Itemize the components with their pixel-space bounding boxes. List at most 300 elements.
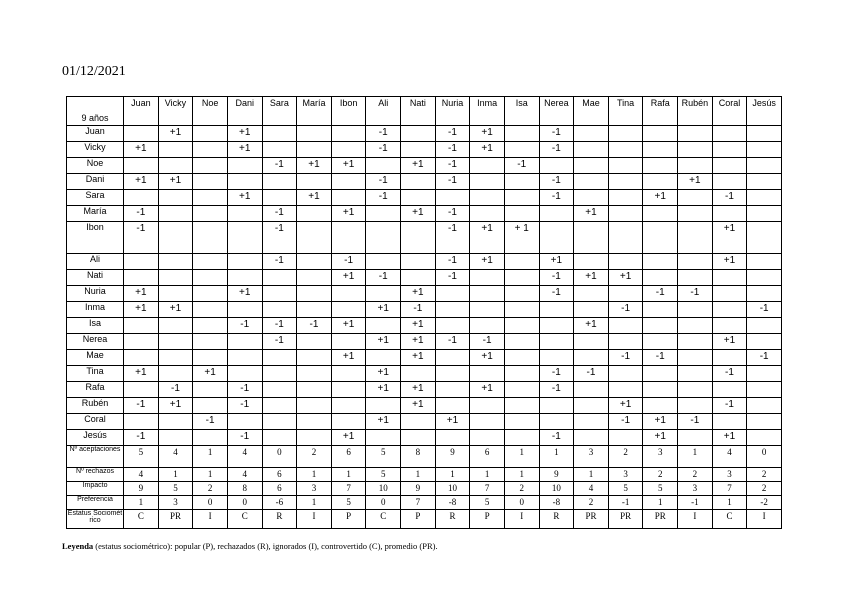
table-cell: -1 (435, 334, 470, 350)
summary-value: 2 (193, 482, 228, 496)
table-cell (574, 334, 609, 350)
table-cell (747, 142, 782, 158)
table-cell (678, 270, 713, 286)
table-cell: +1 (712, 334, 747, 350)
column-header: Isa (504, 97, 539, 126)
summary-value: C (366, 510, 401, 529)
table-cell (158, 350, 193, 366)
table-cell (470, 190, 505, 206)
table-cell (504, 430, 539, 446)
table-cell (401, 142, 436, 158)
table-cell (608, 430, 643, 446)
summary-value: 7 (712, 482, 747, 496)
table-cell (747, 430, 782, 446)
table-cell (366, 206, 401, 222)
table-cell (470, 366, 505, 382)
table-cell (678, 206, 713, 222)
table-cell: -1 (124, 430, 159, 446)
table-cell: -1 (262, 222, 297, 254)
table-cell (574, 350, 609, 366)
table-cell (574, 158, 609, 174)
table-cell (747, 222, 782, 254)
table-cell (193, 126, 228, 142)
table-cell (366, 222, 401, 254)
table-cell (712, 382, 747, 398)
table-cell: +1 (712, 254, 747, 270)
summary-value: I (678, 510, 713, 529)
table-cell: +1 (124, 302, 159, 318)
legend (62, 541, 438, 551)
table-cell (504, 350, 539, 366)
table-cell (262, 270, 297, 286)
summary-value: 3 (643, 446, 678, 468)
summary-value: -8 (435, 496, 470, 510)
table-cell (262, 398, 297, 414)
row-label: Ibon (67, 222, 124, 254)
table-cell (297, 350, 332, 366)
table-cell (435, 350, 470, 366)
summary-value: I (747, 510, 782, 529)
summary-value: 3 (712, 468, 747, 482)
column-header: Inma (470, 97, 505, 126)
table-cell (608, 318, 643, 334)
summary-value: 9 (539, 468, 574, 482)
table-cell (401, 414, 436, 430)
summary-value: 2 (643, 468, 678, 482)
summary-value: 1 (643, 496, 678, 510)
table-cell (262, 414, 297, 430)
table-cell (712, 318, 747, 334)
row-label: Rubén (67, 398, 124, 414)
summary-value: 9 (124, 482, 159, 496)
table-cell: +1 (401, 398, 436, 414)
table-cell: +1 (331, 430, 366, 446)
summary-value: 4 (227, 446, 262, 468)
table-cell (608, 334, 643, 350)
summary-value: 1 (297, 468, 332, 482)
table-cell (331, 366, 366, 382)
table-cell (678, 158, 713, 174)
table-cell: -1 (678, 414, 713, 430)
summary-value: 0 (504, 496, 539, 510)
column-header: Nerea (539, 97, 574, 126)
table-cell (678, 190, 713, 206)
table-cell: -1 (435, 158, 470, 174)
summary-value: 6 (470, 446, 505, 468)
table-cell (539, 350, 574, 366)
table-cell (193, 206, 228, 222)
table-cell (331, 302, 366, 318)
table-cell: -1 (435, 126, 470, 142)
table-cell: -1 (227, 430, 262, 446)
table-cell (574, 126, 609, 142)
table-cell: -1 (227, 382, 262, 398)
table-cell: +1 (574, 318, 609, 334)
summary-value: -6 (262, 496, 297, 510)
summary-value: 2 (747, 482, 782, 496)
summary-value: 1 (297, 496, 332, 510)
table-cell: +1 (435, 414, 470, 430)
table-cell: +1 (401, 318, 436, 334)
table-cell (401, 222, 436, 254)
table-cell (504, 334, 539, 350)
table-cell (712, 302, 747, 318)
table-row (67, 414, 782, 430)
table-cell (643, 318, 678, 334)
table-cell: -1 (158, 382, 193, 398)
summary-value: P (470, 510, 505, 529)
table-cell: -1 (470, 334, 505, 350)
table-row (67, 206, 782, 222)
table-cell: +1 (227, 190, 262, 206)
column-header: Juan (124, 97, 159, 126)
table-cell (712, 286, 747, 302)
column-header: Jesús (747, 97, 782, 126)
summary-value: 7 (331, 482, 366, 496)
table-cell (262, 286, 297, 302)
table-row (67, 254, 782, 270)
summary-value: PR (158, 510, 193, 529)
table-cell: -1 (297, 318, 332, 334)
table-cell: +1 (401, 334, 436, 350)
table-cell (124, 318, 159, 334)
table-cell (331, 382, 366, 398)
table-cell: +1 (124, 366, 159, 382)
table-cell (227, 366, 262, 382)
table-cell (158, 286, 193, 302)
summary-value: R (262, 510, 297, 529)
table-cell (193, 222, 228, 254)
summary-value: 0 (747, 446, 782, 468)
table-cell (124, 158, 159, 174)
table-cell: -1 (539, 366, 574, 382)
table-cell (124, 382, 159, 398)
table-cell: +1 (158, 126, 193, 142)
table-cell (193, 350, 228, 366)
table-cell (227, 174, 262, 190)
table-cell: +1 (124, 142, 159, 158)
table-cell: +1 (366, 302, 401, 318)
table-cell (331, 398, 366, 414)
table-cell: -1 (712, 366, 747, 382)
table-cell: -1 (747, 302, 782, 318)
summary-value: 7 (470, 482, 505, 496)
table-row (67, 382, 782, 398)
summary-value: 1 (124, 496, 159, 510)
table-cell: -1 (574, 366, 609, 382)
table-cell (435, 318, 470, 334)
table-cell: -1 (435, 222, 470, 254)
table-cell (297, 126, 332, 142)
table-cell (574, 302, 609, 318)
summary-value: 3 (297, 482, 332, 496)
table-cell (574, 414, 609, 430)
table-cell (504, 190, 539, 206)
summary-value: 1 (539, 446, 574, 468)
table-cell (262, 142, 297, 158)
table-cell (331, 222, 366, 254)
table-cell: -1 (539, 174, 574, 190)
table-cell: +1 (331, 350, 366, 366)
summary-value: 1 (158, 468, 193, 482)
table-cell (227, 350, 262, 366)
table-cell (643, 398, 678, 414)
table-cell (504, 174, 539, 190)
table-cell: -1 (366, 126, 401, 142)
table-cell (193, 398, 228, 414)
table-cell (678, 302, 713, 318)
table-cell (158, 142, 193, 158)
column-header: Mae (574, 97, 609, 126)
table-cell (643, 270, 678, 286)
table-cell (747, 382, 782, 398)
table-cell (712, 126, 747, 142)
summary-value: 1 (193, 468, 228, 482)
row-label: Vicky (67, 142, 124, 158)
summary-value: 10 (539, 482, 574, 496)
column-header: Rubén (678, 97, 713, 126)
summary-label: Nº rechazos (67, 468, 124, 482)
summary-value: 2 (747, 468, 782, 482)
table-cell (331, 414, 366, 430)
row-label: Juan (67, 126, 124, 142)
table-cell (331, 190, 366, 206)
table-cell (504, 206, 539, 222)
table-cell (297, 142, 332, 158)
table-cell (401, 270, 436, 286)
row-label: Isa (67, 318, 124, 334)
table-cell (227, 254, 262, 270)
legend-title: Leyenda (62, 541, 94, 551)
table-cell (539, 206, 574, 222)
table-cell (297, 382, 332, 398)
table-cell (747, 334, 782, 350)
column-header: Ibon (331, 97, 366, 126)
column-header: María (297, 97, 332, 126)
table-cell (227, 302, 262, 318)
summary-value: C (227, 510, 262, 529)
summary-value: I (193, 510, 228, 529)
table-cell: +1 (470, 222, 505, 254)
table-cell: -1 (401, 302, 436, 318)
summary-value: 0 (366, 496, 401, 510)
summary-value: 3 (678, 482, 713, 496)
table-cell: -1 (712, 398, 747, 414)
summary-value: -1 (678, 496, 713, 510)
table-cell (158, 158, 193, 174)
table-cell (643, 254, 678, 270)
table-cell (124, 126, 159, 142)
table-cell (435, 190, 470, 206)
table-cell (158, 270, 193, 286)
table-cell: +1 (297, 158, 332, 174)
summary-row (67, 468, 782, 482)
table-cell (366, 430, 401, 446)
table-cell (401, 254, 436, 270)
table-cell (435, 430, 470, 446)
summary-value: 6 (331, 446, 366, 468)
sociometric-table (66, 96, 782, 529)
table-cell (747, 414, 782, 430)
table-cell (712, 142, 747, 158)
table-cell: -1 (262, 318, 297, 334)
table-cell (297, 270, 332, 286)
table-cell (331, 286, 366, 302)
table-cell (643, 158, 678, 174)
table-cell (643, 206, 678, 222)
table-cell (366, 350, 401, 366)
table-cell (678, 126, 713, 142)
table-cell (678, 142, 713, 158)
table-cell (193, 430, 228, 446)
table-cell (331, 174, 366, 190)
summary-row (67, 510, 782, 529)
table-cell (297, 302, 332, 318)
summary-value: 1 (470, 468, 505, 482)
table-cell: +1 (574, 270, 609, 286)
table-cell (227, 206, 262, 222)
row-label: Inma (67, 302, 124, 318)
summary-value: 4 (574, 482, 609, 496)
table-cell (470, 206, 505, 222)
table-cell (297, 222, 332, 254)
table-cell: +1 (366, 414, 401, 430)
table-cell: -1 (262, 158, 297, 174)
table-cell (366, 318, 401, 334)
table-cell: -1 (193, 414, 228, 430)
table-cell: -1 (435, 270, 470, 286)
summary-value: -8 (539, 496, 574, 510)
table-cell (504, 126, 539, 142)
table-cell (539, 158, 574, 174)
table-cell (747, 318, 782, 334)
table-cell: +1 (643, 190, 678, 206)
summary-value: 2 (504, 482, 539, 496)
summary-value: 5 (124, 446, 159, 468)
table-cell (401, 190, 436, 206)
table-cell: +1 (712, 430, 747, 446)
summary-value: PR (574, 510, 609, 529)
table-cell (574, 190, 609, 206)
table-cell: +1 (124, 174, 159, 190)
table-cell (539, 222, 574, 254)
table-cell (574, 174, 609, 190)
table-cell (297, 430, 332, 446)
table-cell (331, 142, 366, 158)
table-cell (158, 206, 193, 222)
table-cell (608, 190, 643, 206)
summary-value: I (297, 510, 332, 529)
table-cell: +1 (331, 318, 366, 334)
table-cell (193, 318, 228, 334)
summary-value: 5 (158, 482, 193, 496)
table-cell (608, 254, 643, 270)
table-cell: +1 (193, 366, 228, 382)
row-label: Mae (67, 350, 124, 366)
table-cell (193, 158, 228, 174)
table-cell (747, 366, 782, 382)
table-cell (608, 382, 643, 398)
column-header: Tina (608, 97, 643, 126)
table-cell (297, 206, 332, 222)
table-cell (712, 174, 747, 190)
table-cell (678, 254, 713, 270)
table-row (67, 302, 782, 318)
table-cell (470, 174, 505, 190)
table-cell (608, 286, 643, 302)
table-row (67, 318, 782, 334)
table-cell (574, 254, 609, 270)
summary-value: -2 (747, 496, 782, 510)
column-header: Vicky (158, 97, 193, 126)
table-row (67, 174, 782, 190)
table-cell (574, 398, 609, 414)
table-cell: +1 (366, 334, 401, 350)
column-header: Coral (712, 97, 747, 126)
table-cell (193, 286, 228, 302)
table-cell: -1 (539, 126, 574, 142)
summary-value: 8 (227, 482, 262, 496)
table-cell: -1 (124, 206, 159, 222)
table-row (67, 430, 782, 446)
summary-value: 4 (712, 446, 747, 468)
table-cell (643, 174, 678, 190)
row-label: María (67, 206, 124, 222)
table-cell (504, 270, 539, 286)
table-cell (678, 334, 713, 350)
table-cell (124, 334, 159, 350)
table-cell (435, 398, 470, 414)
summary-value: 8 (401, 446, 436, 468)
table-cell (678, 382, 713, 398)
summary-label: Estatus Sociométrico (67, 510, 124, 529)
table-cell (712, 206, 747, 222)
table-cell (297, 286, 332, 302)
table-cell (539, 318, 574, 334)
table-cell (643, 382, 678, 398)
table-cell (193, 190, 228, 206)
table-cell (747, 398, 782, 414)
column-header: Dani (227, 97, 262, 126)
table-cell (504, 302, 539, 318)
table-cell (470, 430, 505, 446)
table-cell (227, 414, 262, 430)
table-cell (504, 142, 539, 158)
legend-text: (estatus sociométrico): popular (P), rechazados (R), ignorados (I), controvertido (C), promedio (PR). (93, 541, 438, 551)
table-cell (608, 366, 643, 382)
table-cell: -1 (124, 222, 159, 254)
table-cell (158, 414, 193, 430)
summary-value: 0 (227, 496, 262, 510)
table-cell (678, 318, 713, 334)
summary-value: 2 (678, 468, 713, 482)
table-cell (435, 366, 470, 382)
table-cell (262, 302, 297, 318)
table-cell: +1 (643, 430, 678, 446)
table-cell (539, 302, 574, 318)
table-cell (297, 254, 332, 270)
table-cell (470, 286, 505, 302)
summary-row (67, 496, 782, 510)
table-cell (227, 222, 262, 254)
summary-value: 10 (366, 482, 401, 496)
table-cell: -1 (435, 254, 470, 270)
table-cell (504, 286, 539, 302)
row-label: Rafa (67, 382, 124, 398)
table-cell (158, 254, 193, 270)
table-cell: +1 (608, 270, 643, 286)
summary-value: R (435, 510, 470, 529)
